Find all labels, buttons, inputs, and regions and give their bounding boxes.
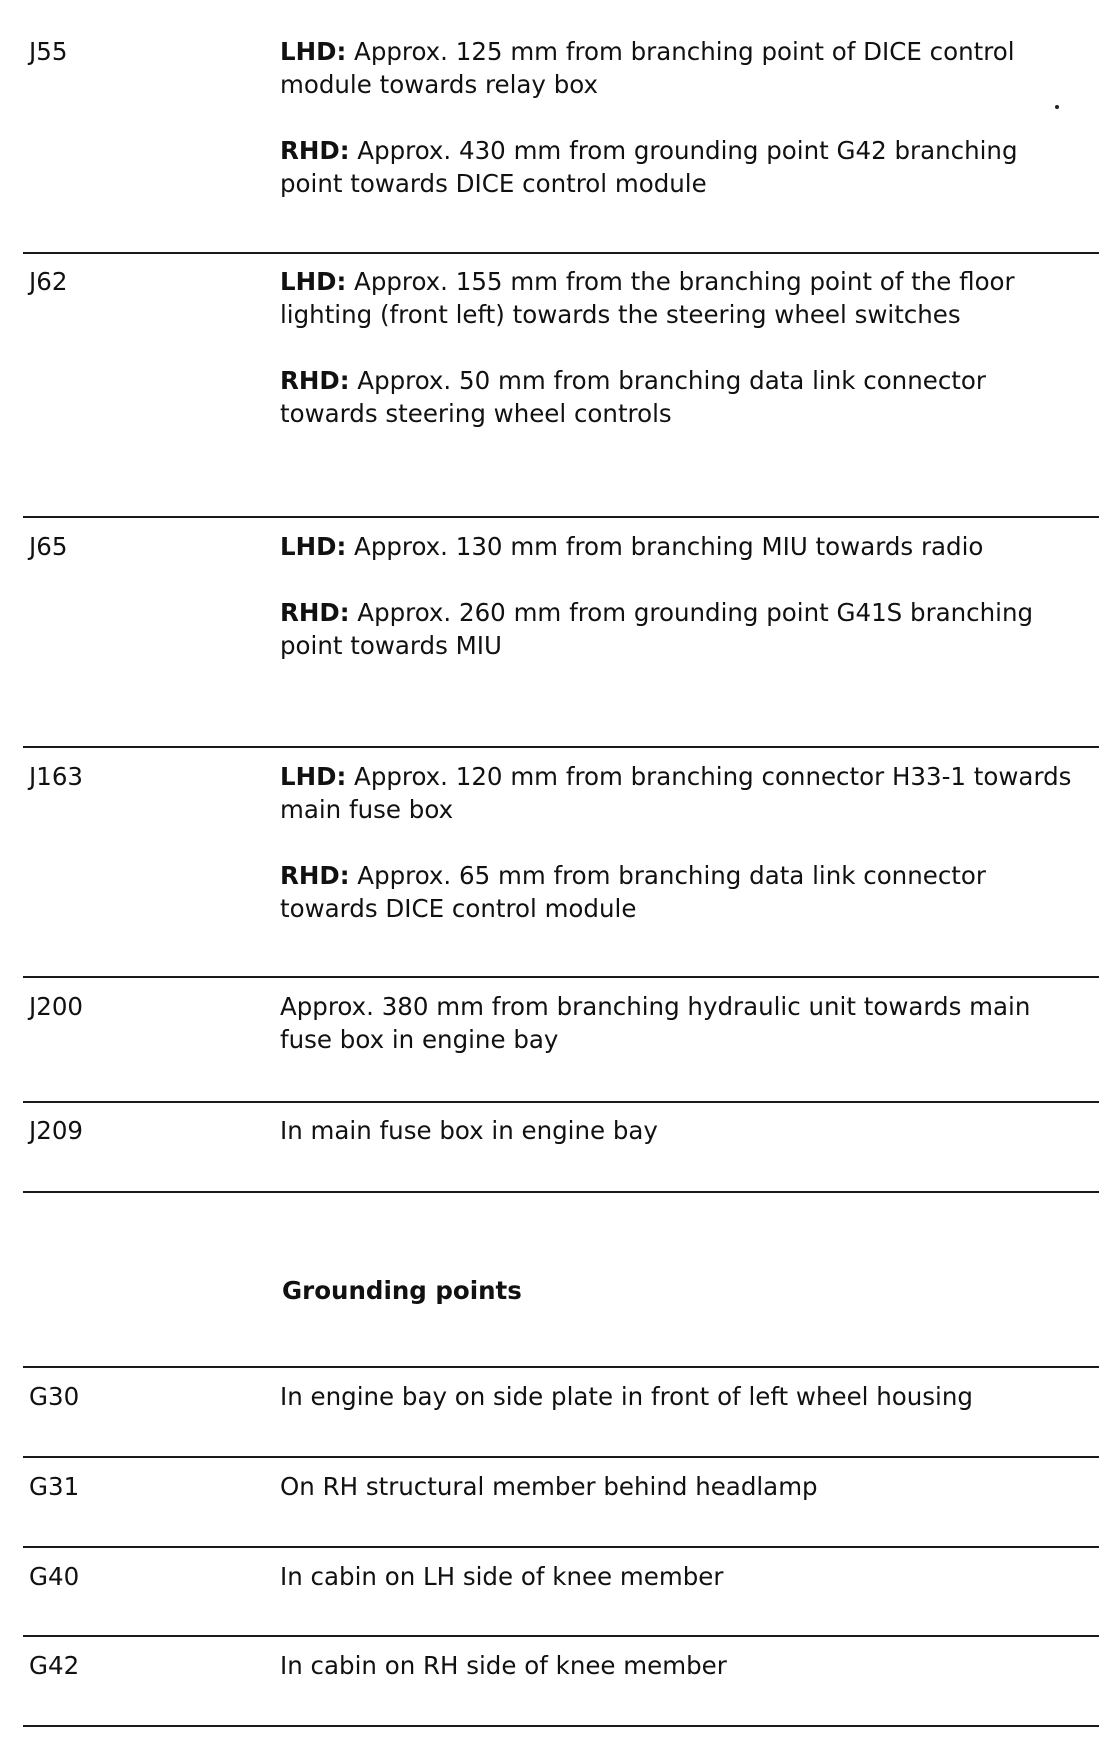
- lhd-entry: [280, 530, 1080, 563]
- divider: [23, 1191, 1099, 1193]
- rhd-entry: [280, 859, 1080, 925]
- connector-code: J209: [29, 1116, 83, 1145]
- divider: [23, 976, 1099, 978]
- lhd-label: LHD:: [280, 267, 347, 296]
- rhd-label: RHD:: [280, 136, 350, 165]
- grounding-description: In cabin on LH side of knee member: [280, 1562, 724, 1591]
- divider: [23, 746, 1099, 748]
- rhd-entry: [280, 134, 1080, 200]
- grounding-code: G42: [29, 1651, 80, 1680]
- divider: [23, 1101, 1099, 1103]
- rhd-text: Approx. 65 mm from branching data link connector towards DICE control module: [280, 861, 986, 923]
- divider: [23, 252, 1099, 254]
- connector-description: In main fuse box in engine bay: [280, 1116, 658, 1145]
- grounding-description: In cabin on RH side of knee member: [280, 1651, 727, 1680]
- grounding-code: G31: [29, 1472, 80, 1501]
- lhd-text: Approx. 120 mm from branching connector H33-1 towards main fuse box: [280, 762, 1072, 824]
- grounding-description: In engine bay on side plate in front of left wheel housing: [280, 1382, 973, 1411]
- lhd-entry: [280, 265, 1080, 331]
- lhd-text: Approx. 125 mm from branching point of DICE control module towards relay box: [280, 37, 1015, 99]
- rhd-label: RHD:: [280, 598, 350, 627]
- divider: [23, 516, 1099, 518]
- rhd-entry: [280, 364, 1080, 430]
- divider: [23, 1635, 1099, 1637]
- connector-description: Approx. 380 mm from branching hydraulic unit towards main fuse box in engine bay: [280, 992, 1031, 1054]
- section-heading: Grounding points: [282, 1276, 522, 1305]
- grounding-code: G30: [29, 1382, 80, 1411]
- divider: [23, 1456, 1099, 1458]
- rhd-text: Approx. 430 mm from grounding point G42 branching point towards DICE control module: [280, 136, 1018, 198]
- divider: [23, 1366, 1099, 1368]
- lhd-text: Approx. 130 mm from branching MIU towards radio: [346, 532, 984, 561]
- grounding-description: On RH structural member behind headlamp: [280, 1472, 818, 1501]
- lhd-label: LHD:: [280, 532, 347, 561]
- lhd-entry: [280, 35, 1080, 101]
- connector-description: [280, 265, 1080, 430]
- connector-code: J65: [29, 532, 68, 561]
- connector-code: J62: [29, 267, 68, 296]
- lhd-label: LHD:: [280, 762, 347, 791]
- lhd-text: Approx. 155 mm from the branching point of the floor lighting (front left) towards the steering wheel switches: [280, 267, 1015, 329]
- rhd-label: RHD:: [280, 861, 350, 890]
- rhd-entry: [280, 596, 1080, 662]
- connector-code: J163: [29, 762, 83, 791]
- grounding-code: G40: [29, 1562, 80, 1591]
- lhd-entry: [280, 760, 1080, 826]
- stray-dot: [1055, 105, 1059, 109]
- connector-description: [280, 35, 1080, 200]
- rhd-text: Approx. 260 mm from grounding point G41S branching point towards MIU: [280, 598, 1034, 660]
- rhd-label: RHD:: [280, 366, 350, 395]
- connector-description: [280, 530, 1080, 662]
- connector-code: J55: [29, 37, 68, 66]
- divider: [23, 1725, 1099, 1727]
- connector-description: [280, 760, 1080, 925]
- connector-code: J200: [29, 992, 83, 1021]
- divider: [23, 1546, 1099, 1548]
- rhd-text: Approx. 50 mm from branching data link connector towards steering wheel controls: [280, 366, 986, 428]
- lhd-label: LHD:: [280, 37, 347, 66]
